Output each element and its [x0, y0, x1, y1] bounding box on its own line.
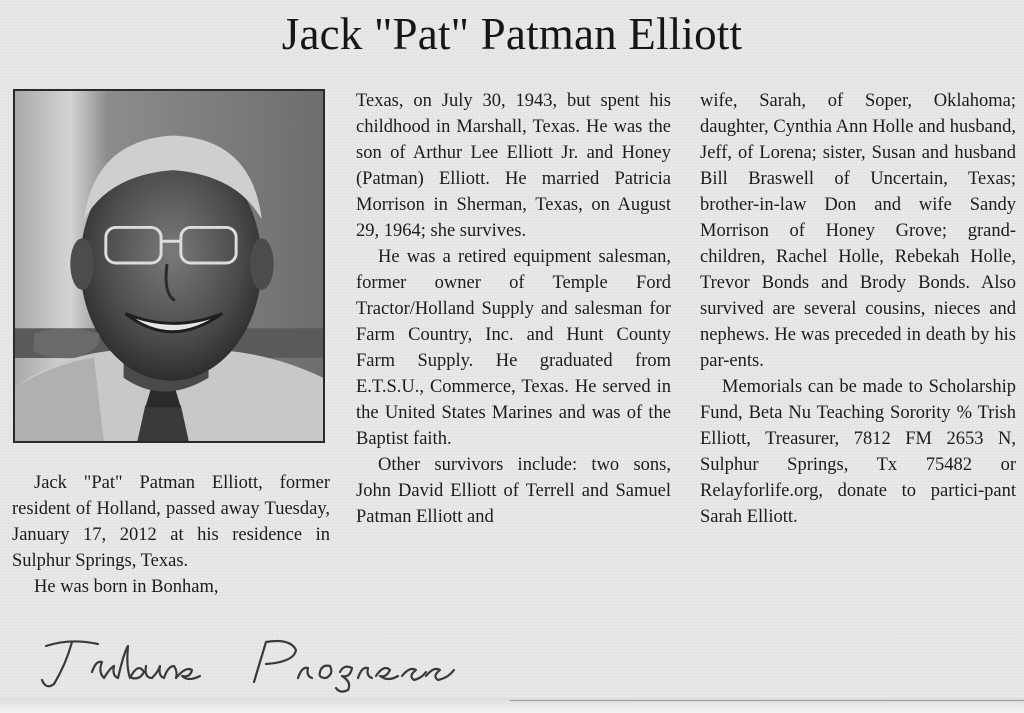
paragraph-memorials: Memorials can be made to Scholarship Fund, Beta Nu Teaching Sorority % Trish Elliott, Treasurer, 7812 FM 2653 N, Sulphur Springs, Tx 75482 or Relayforlife.org, donate to partici-pant Sarah Elliott. [700, 377, 1016, 527]
paragraph-career: He was a retired equipment salesman, former owner of Temple Ford Tractor/Holland Supply and salesman for Farm Country, Inc. and Hunt County Farm Supply. He graduated from E.T.S.U., Commerce, Texas. He served in the United States Marines and was of the Baptist faith. [356, 247, 671, 449]
paragraph-death-notice: Jack "Pat" Patman Elliott, former resident of Holland, passed away Tuesday, January 17, 2012 at his residence in Sulphur Springs, Texas. [12, 473, 330, 571]
portrait-photo [13, 89, 325, 443]
obituary-column-2 [356, 88, 671, 530]
paragraph-survivors-continued: wife, Sarah, of Soper, Oklahoma; daughter, Cynthia Ann Holle and husband, Jeff, of Lorena; sister, Susan and husband Bill Braswell of Uncertain, Texas; brother-in-law Don and wife Sandy Morrison of Honey Grove; grand-children, Rachel Holle, Rebekah Holle, Trevor Bonds and Brody Bonds. Also survived are several cousins, nieces and nephews. He was preceded in death by his par-ents. [700, 91, 1016, 371]
handwritten-source-note [40, 632, 510, 694]
paragraph-birth-start: He was born in Bonham, [34, 577, 219, 597]
paragraph-survivors-start: Other survivors include: two sons, John David Elliott of Terrell and Samuel Patman Elliott and [356, 455, 671, 527]
portrait-icon [15, 91, 323, 441]
fold-line [510, 700, 1024, 701]
paragraph-birth-continued: Texas, on July 30, 1943, but spent his childhood in Marshall, Texas. He was the son of Arthur Lee Elliott Jr. and Honey (Patman) Elliott. He married Patricia Morrison in Sherman, Texas, on August 29, 1964; she survives. [356, 91, 671, 241]
handwriting-icon [40, 632, 510, 694]
obituary-column-3 [700, 88, 1016, 530]
obituary-column-1 [12, 470, 330, 600]
obituary-headline: Jack "Pat" Patman Elliott [281, 9, 743, 59]
